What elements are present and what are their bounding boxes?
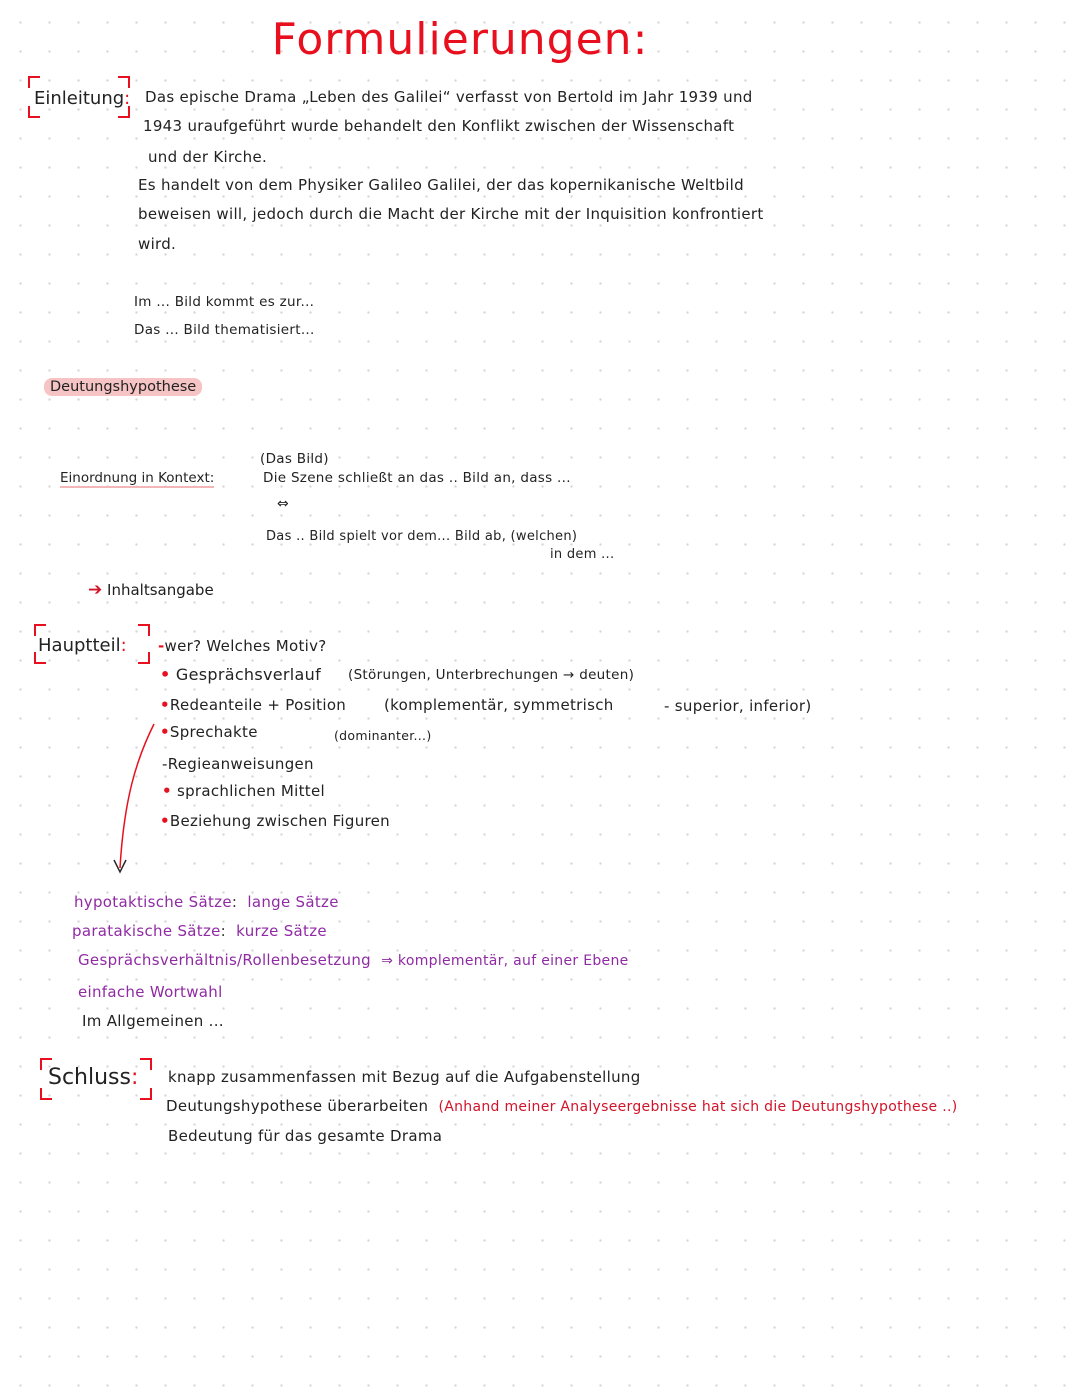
schluss-line-2: Deutungshypothese überarbeiten (Anhand meiner Analyseergebnisse hat sich die Deutungshypothese ..) bbox=[166, 1097, 958, 1115]
example-row: hypotaktische Sätze: lange Sätze bbox=[74, 893, 339, 911]
inhaltsangabe-item: ➔ Inhaltsangabe bbox=[88, 580, 214, 600]
einleitung-line-1: Das epische Drama „Leben des Galilei“ verfasst von Bertold im Jahr 1939 und bbox=[145, 88, 753, 106]
double-arrow-icon: ⇔ bbox=[277, 496, 290, 512]
rede-note: (komplementär, symmetrisch bbox=[384, 696, 614, 714]
list-item: • sprachlichen Mittel bbox=[162, 782, 325, 800]
einleitung-line-4: Es handelt von dem Physiker Galileo Galilei, der das kopernikanische Weltbild bbox=[138, 176, 744, 194]
kontext-line-1: Die Szene schließt an das .. Bild an, dass ... bbox=[263, 470, 571, 486]
list-item: •Sprechakte bbox=[160, 723, 258, 741]
bracket-corner bbox=[140, 1058, 152, 1070]
bild-note: (Das Bild) bbox=[260, 451, 329, 467]
schluss-line-1: knapp zusammenfassen mit Bezug auf die Aufgabenstellung bbox=[168, 1068, 641, 1086]
einleitung-line-2: 1943 uraufgeführt wurde behandelt den Konflikt zwischen der Wissenschaft bbox=[143, 117, 735, 135]
list-item: •Redeanteile + Position bbox=[160, 696, 347, 714]
list-item: -Regieanweisungen bbox=[162, 755, 314, 773]
example-row: Gesprächsverhältnis/Rollenbesetzung ⇒ komplementär, auf einer Ebene bbox=[78, 951, 629, 969]
list-item: •Beziehung zwischen Figuren bbox=[160, 812, 390, 830]
list-item: -wer? Welches Motiv? bbox=[158, 637, 327, 655]
bracket-corner bbox=[118, 76, 130, 88]
einleitung-line-6: wird. bbox=[138, 235, 177, 253]
kontext-line-3: in dem ... bbox=[550, 547, 615, 562]
hauptteil-heading: Hauptteil: bbox=[38, 635, 127, 656]
deutungshypothese-label: Deutungshypothese bbox=[44, 378, 202, 396]
example-row: paratakische Sätze: kurze Sätze bbox=[72, 922, 327, 940]
bild-phrase-2: Das ... Bild thematisiert... bbox=[134, 322, 315, 338]
einleitung-heading: Einleitung: bbox=[34, 88, 131, 109]
bracket-corner bbox=[140, 1088, 152, 1100]
example-row: einfache Wortwahl bbox=[78, 983, 223, 1001]
dominanter-note: (dominanter...) bbox=[334, 728, 432, 743]
list-item: • Gesprächsverlauf bbox=[160, 665, 322, 684]
bracket-corner bbox=[138, 652, 150, 664]
curved-arrow-icon bbox=[110, 720, 160, 880]
page-title: Formulierungen: bbox=[271, 14, 649, 65]
kontext-line-2: Das .. Bild spielt vor dem... Bild ab, (welchen) bbox=[266, 529, 578, 544]
einleitung-line-5: beweisen will, jedoch durch die Macht der Kirche mit der Inquisition konfrontiert bbox=[138, 205, 764, 223]
bild-phrase-1: Im ... Bild kommt es zur... bbox=[134, 294, 315, 310]
bracket-corner bbox=[138, 624, 150, 636]
einleitung-line-3: und der Kirche. bbox=[148, 148, 268, 166]
kontext-label: Einordnung in Kontext: bbox=[60, 470, 215, 486]
schluss-heading: Schluss: bbox=[48, 1065, 139, 1090]
arrow-right-icon: ➔ bbox=[88, 580, 103, 600]
rede-note-2: - superior, inferior) bbox=[664, 697, 812, 715]
example-row: Im Allgemeinen ... bbox=[82, 1012, 224, 1030]
bracket-corner bbox=[28, 76, 40, 88]
schluss-line-3: Bedeutung für das gesamte Drama bbox=[168, 1127, 443, 1145]
gespraech-note: (Störungen, Unterbrechungen → deuten) bbox=[348, 667, 635, 683]
